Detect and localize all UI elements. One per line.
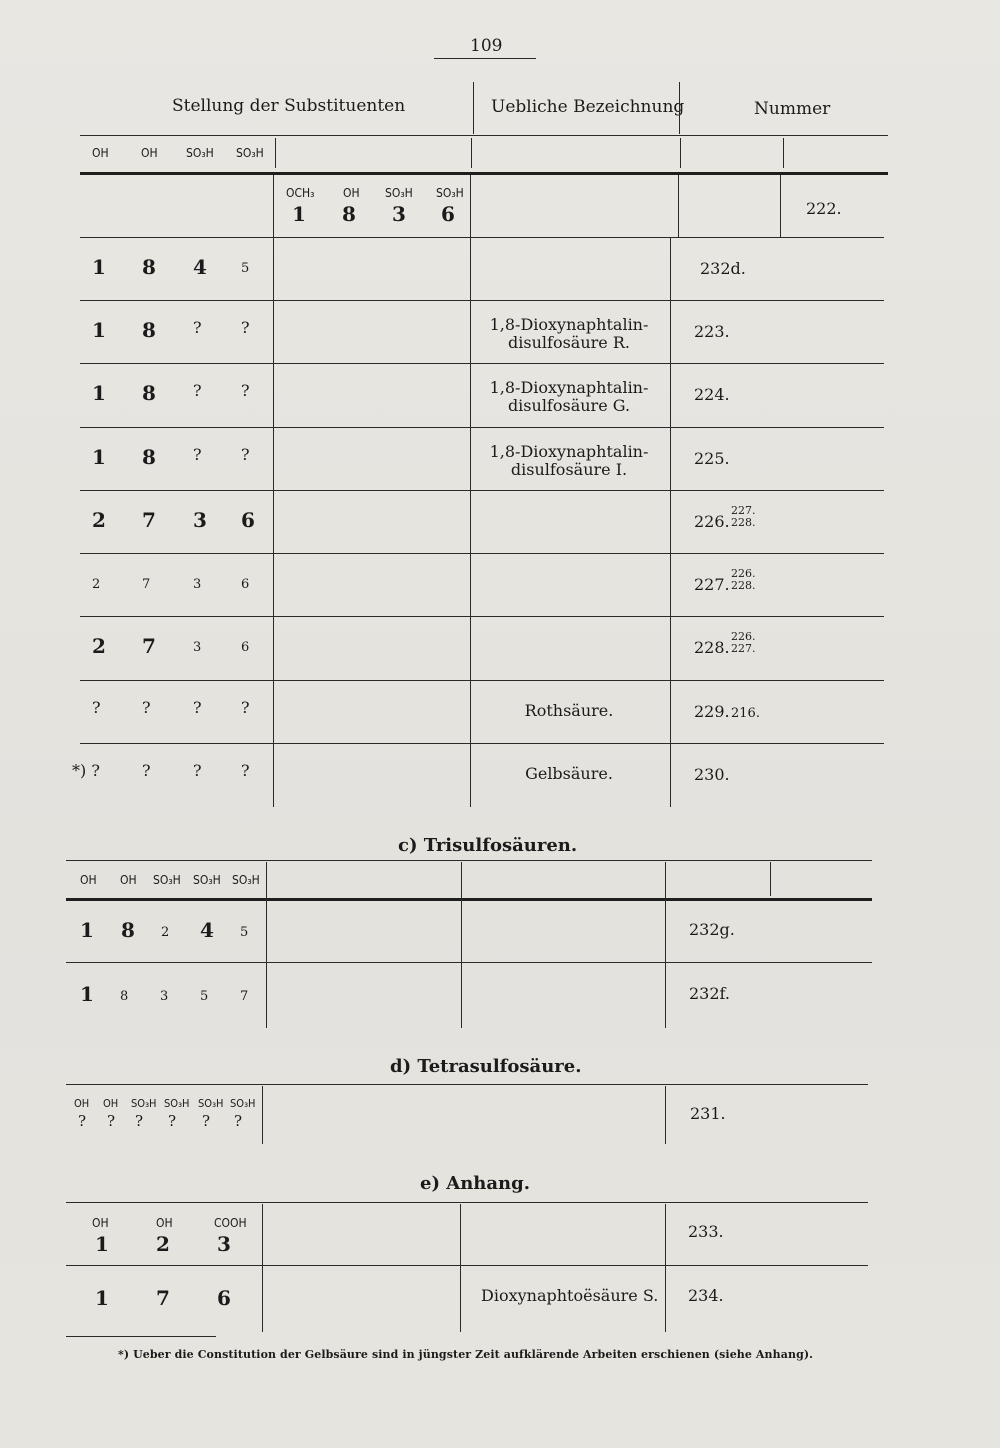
pos-value: ? — [193, 761, 202, 780]
pos-value: 1 — [92, 255, 106, 279]
label-oh: OH — [343, 186, 360, 200]
label-cooh: COOH — [214, 1216, 247, 1230]
entry-name: Gelbsäure. — [525, 764, 613, 783]
entry-name: Dioxynaphtoësäure S. — [481, 1286, 659, 1305]
column-divider — [665, 1204, 666, 1332]
pos-value: ? — [142, 698, 151, 717]
row-rule — [80, 363, 884, 364]
pos-value: 3 — [193, 508, 207, 532]
section-title-tetrasulfo: d) Tetrasulfosäure. — [390, 1056, 582, 1077]
pos-value: 2 — [92, 577, 101, 592]
column-divider — [275, 138, 276, 168]
section-title-trisulfo: c) Trisulfosäuren. — [398, 835, 578, 856]
column-divider — [783, 138, 784, 168]
pos-value: 3 — [160, 989, 169, 1004]
pos-value: ? — [241, 318, 250, 337]
col-so3h: SO₃H — [236, 146, 264, 160]
pos-value: 5 — [240, 925, 249, 940]
entry-name: 1,8-Dioxynaphtalin-disulfosäure I. — [489, 442, 649, 479]
column-divider — [665, 862, 666, 1028]
entry-number: 233. — [688, 1222, 724, 1241]
pos-value: 1 — [80, 918, 94, 942]
pos-value: ? — [168, 1112, 177, 1130]
pos-value: 7 — [142, 577, 151, 592]
pos-value: ? — [142, 761, 151, 780]
page-number: 109 — [470, 36, 503, 56]
col-so3h: SO₃H — [193, 873, 221, 887]
row-rule — [80, 427, 884, 428]
pos-value: 5 — [241, 261, 250, 276]
column-divider — [665, 1086, 666, 1144]
pos-value: 6 — [217, 1286, 231, 1310]
pos-value: 1 — [95, 1232, 109, 1256]
cross-reference: 227. 228. — [731, 504, 756, 529]
subheader-rule — [80, 172, 888, 175]
pos-value: ? — [193, 381, 202, 400]
label-oh: OH — [156, 1216, 173, 1230]
col-oh: OH — [120, 873, 137, 887]
pos-value: 6 — [241, 508, 255, 532]
footnote: *) Ueber die Constitution der Gelbsäure sind in jüngster Zeit aufklärende Arbeiten erschienen (siehe Anhang). — [118, 1348, 814, 1361]
row-rule — [80, 553, 884, 554]
label: SO₃H — [164, 1097, 190, 1110]
pos-value: ? — [193, 445, 202, 464]
pos-value: 2 — [156, 1232, 170, 1256]
column-divider — [678, 175, 679, 237]
header-divider — [679, 82, 680, 134]
pos-value: 1 — [80, 982, 94, 1006]
entry-number: 230. — [694, 765, 730, 784]
pos-value: 3 — [193, 577, 202, 592]
pos-value: 1 — [95, 1286, 109, 1310]
entry-name: 1,8-Dioxynaphtalin-disulfosäure G. — [489, 378, 649, 415]
pos-value: 2 — [161, 925, 170, 940]
entry-number: 223. — [694, 322, 730, 341]
pos-value: 5 — [200, 989, 209, 1004]
entry-number: 232d. — [700, 259, 746, 278]
entry-number: 231. — [690, 1104, 726, 1123]
pos-value: 8 — [142, 318, 156, 342]
label: SO₃H — [198, 1097, 224, 1110]
section-title-anhang: e) Anhang. — [420, 1173, 530, 1194]
col-oh: OH — [92, 146, 109, 160]
column-divider — [460, 1204, 461, 1332]
pos-value: ? — [241, 761, 250, 780]
label: OH — [74, 1097, 90, 1110]
pos-value: ? — [92, 698, 101, 717]
pos-value: ? — [241, 698, 250, 717]
pos-value: 7 — [142, 634, 156, 658]
col-so3h: SO₃H — [186, 146, 214, 160]
entry-name: 1,8-Dioxynaphtalin-disulfosäure R. — [489, 315, 649, 352]
pos-value: 2 — [92, 508, 106, 532]
label-so3h: SO₃H — [436, 186, 464, 200]
col-so3h: SO₃H — [153, 873, 181, 887]
column-divider — [471, 138, 472, 168]
pos-value: 6 — [241, 577, 250, 592]
header-divider — [473, 82, 474, 134]
cross-reference: 216. — [731, 706, 760, 721]
label: SO₃H — [131, 1097, 157, 1110]
pos-value: ? — [78, 1112, 87, 1130]
pos-value: 8 — [121, 918, 135, 942]
header-name: Uebliche Bezeichnung — [491, 97, 685, 117]
col-oh: OH — [141, 146, 158, 160]
pos-value: 8 — [120, 989, 129, 1004]
section-rule — [66, 898, 872, 901]
entry-number: 222. — [806, 199, 842, 218]
pos-value: 1 — [92, 445, 106, 469]
entry-number: 229. — [694, 702, 730, 721]
section-rule — [66, 1202, 868, 1203]
entry-number: 234. — [688, 1286, 724, 1305]
header-number: Nummer — [754, 99, 831, 119]
footnote-rule — [66, 1336, 216, 1337]
pos-value: 1 — [92, 318, 106, 342]
pos-value: ? — [234, 1112, 243, 1130]
pos-value: 4 — [193, 255, 207, 279]
pos-value: 4 — [200, 918, 214, 942]
column-divider — [461, 862, 462, 1028]
col-oh: OH — [80, 873, 97, 887]
pos-value: 7 — [240, 989, 249, 1004]
col-so3h: SO₃H — [232, 873, 260, 887]
row-rule — [80, 300, 884, 301]
pos-value: 3 — [392, 202, 406, 226]
pos-value: 6 — [441, 202, 455, 226]
pos-value: 1 — [92, 381, 106, 405]
column-divider — [262, 1204, 263, 1332]
header-positions: Stellung der Substituenten — [172, 96, 406, 116]
label-so3h: SO₃H — [385, 186, 413, 200]
pos-value: *) ? — [72, 761, 100, 780]
pos-value: 2 — [92, 634, 106, 658]
pos-value: ? — [107, 1112, 116, 1130]
entry-number: 227. — [694, 575, 730, 594]
cross-reference: 226. 227. — [731, 630, 756, 655]
section-rule — [66, 860, 872, 861]
cross-reference: 226. 228. — [731, 567, 756, 592]
label: SO₃H — [230, 1097, 256, 1110]
row-rule — [80, 680, 884, 681]
section-rule — [66, 1084, 868, 1085]
row-rule — [80, 743, 884, 744]
column-divider — [770, 862, 771, 896]
pos-value: ? — [241, 381, 250, 400]
column-divider — [680, 138, 681, 168]
entry-number: 224. — [694, 385, 730, 404]
entry-name: Rothsäure. — [524, 701, 614, 720]
column-divider — [780, 175, 781, 237]
pos-value: 3 — [193, 640, 202, 655]
row-rule — [80, 237, 884, 238]
entry-number: 225. — [694, 449, 730, 468]
pos-value: 1 — [292, 202, 306, 226]
pos-value: ? — [193, 318, 202, 337]
entry-number: 232f. — [689, 984, 730, 1003]
pos-value: 7 — [156, 1286, 170, 1310]
pos-value: 8 — [142, 381, 156, 405]
label-oh: OH — [92, 1216, 109, 1230]
pos-value: ? — [193, 698, 202, 717]
pos-value: 7 — [142, 508, 156, 532]
page-number-rule — [434, 58, 536, 59]
entry-number: 232g. — [689, 920, 735, 939]
column-divider — [470, 175, 471, 807]
row-rule — [66, 962, 872, 963]
pos-value: ? — [241, 445, 250, 464]
pos-value: 6 — [241, 640, 250, 655]
entry-number: 226. — [694, 512, 730, 531]
entry-number: 228. — [694, 638, 730, 657]
pos-value: ? — [202, 1112, 211, 1130]
column-divider — [670, 237, 671, 807]
column-divider — [266, 862, 267, 1028]
label: OH — [103, 1097, 119, 1110]
pos-value: 8 — [342, 202, 356, 226]
header-rule — [80, 135, 888, 136]
row-rule — [80, 616, 884, 617]
row-rule — [66, 1265, 868, 1266]
pos-value: 3 — [217, 1232, 231, 1256]
row-rule — [80, 490, 884, 491]
pos-value: 8 — [142, 445, 156, 469]
column-divider — [262, 1086, 263, 1144]
label-och3: OCH₃ — [286, 186, 315, 200]
pos-value: 8 — [142, 255, 156, 279]
pos-value: ? — [135, 1112, 144, 1130]
column-divider — [273, 175, 274, 807]
